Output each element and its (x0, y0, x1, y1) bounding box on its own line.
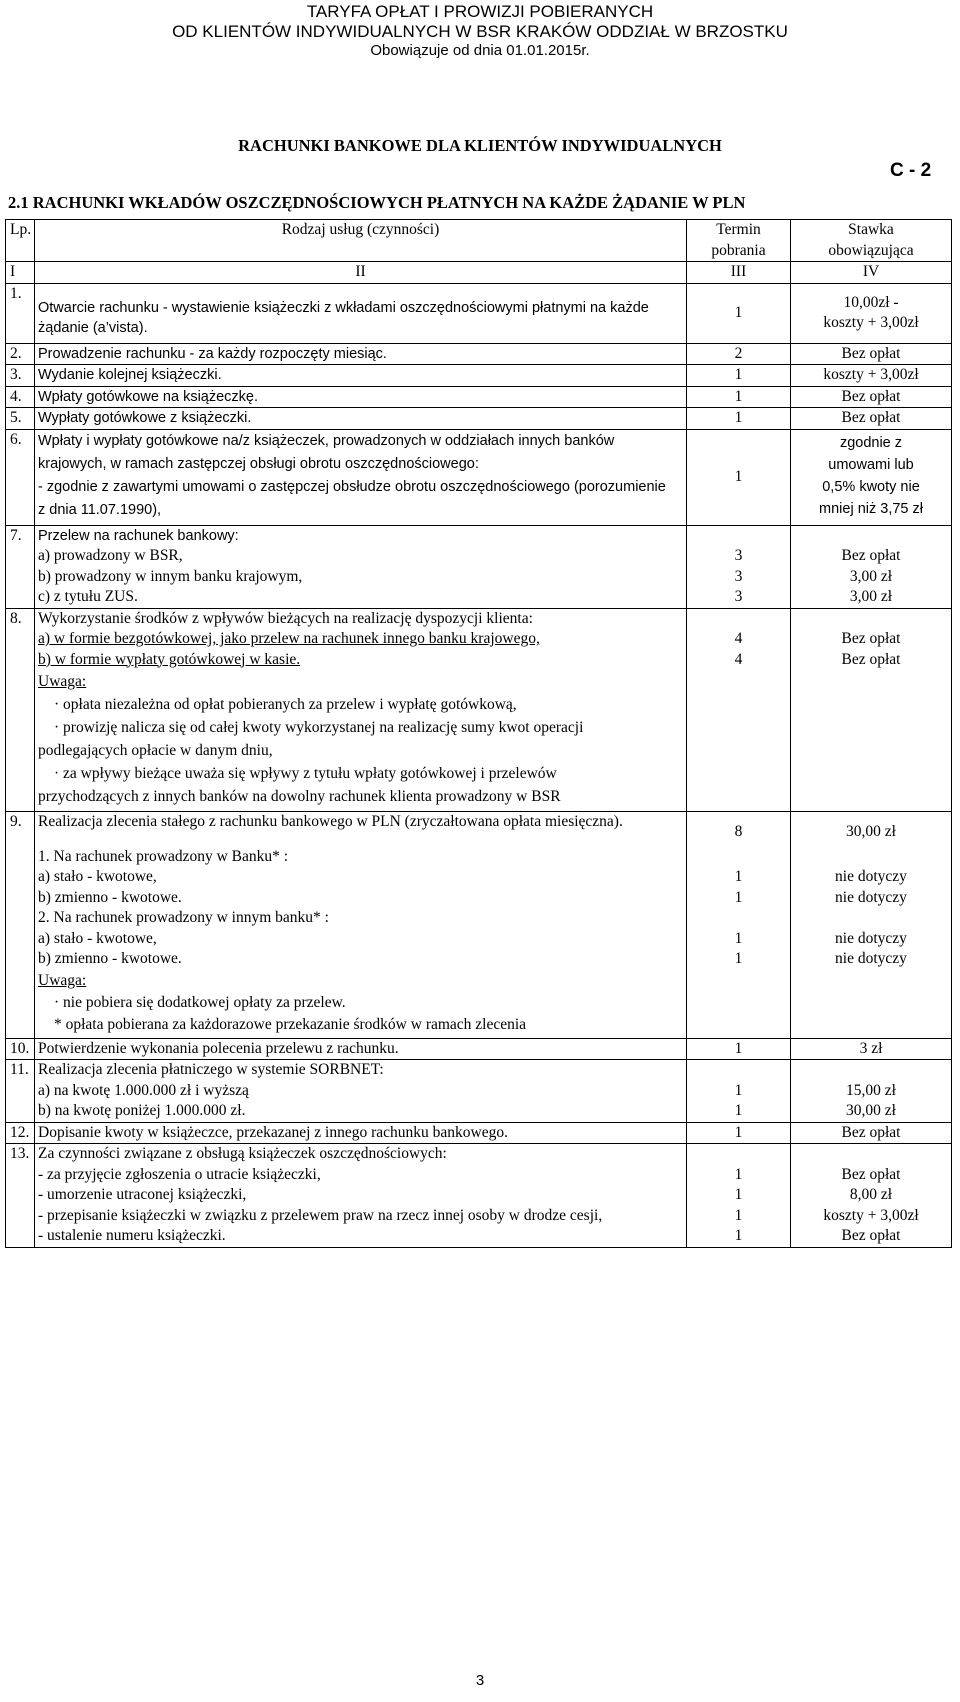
table-subrow (6, 1165, 952, 1186)
row-termin: 1 (687, 1038, 791, 1060)
row-number: 13. (6, 1144, 35, 1165)
row-termin: 1 (687, 1122, 791, 1144)
row-termin: 1 (687, 283, 791, 343)
row-termin: 1 (687, 867, 791, 888)
row-stawka: Bez opłat (791, 1165, 952, 1186)
row-text: b) zmienno - kwotowe. (35, 949, 687, 970)
row-text: a) stało - kwotowe, (35, 867, 687, 888)
row-stawka: 30,00 zł (791, 1101, 952, 1122)
table-subrow (6, 888, 952, 909)
row-text: a) na kwotę 1.000.000 zł i wyższą (35, 1081, 687, 1102)
tariff-title: TARYFA OPŁAT I PROWIZJI POBIERANYCH (306, 2, 654, 21)
header-stawka: Stawka (848, 221, 894, 238)
header-col2: II (35, 262, 687, 284)
row-number: 7. (6, 525, 35, 546)
row-text: Realizacja zlecenia płatniczego w systemie SORBNET: (35, 1060, 687, 1081)
row-text: - za przyjęcie zgłoszenia o utracie książeczki, (35, 1165, 687, 1186)
row-number: 8. (6, 608, 35, 629)
row-termin: 2 (687, 343, 791, 365)
row-termin: 1 (687, 386, 791, 408)
row-stawka: Bez opłat (791, 1122, 952, 1144)
row-text: Wydanie kolejnej książeczki. (35, 365, 687, 387)
row-stawka: zgodnie z (839, 434, 903, 451)
row-termin: 1 (687, 1081, 791, 1102)
row-stawka: nie dotyczy (791, 949, 952, 970)
row-text: Przelew na rachunek bankowy: (35, 525, 687, 546)
note-item: * opłata pobierana za każdorazowe przekazanie środków w ramach zlecenia (54, 1015, 527, 1033)
row-termin: 1 (687, 408, 791, 430)
row-stawka: nie dotyczy (791, 888, 952, 909)
row-number: 11. (6, 1060, 35, 1081)
table-subrow (6, 1206, 952, 1227)
row-text: 2. Na rachunek prowadzony w innym banku* : (35, 908, 687, 929)
table-row (6, 365, 952, 387)
table-row (6, 1038, 952, 1060)
row-termin: 3 (687, 587, 791, 608)
row-stawka: mniej niż 3,75 zł (819, 500, 923, 517)
row-text: Realizacja zlecenia stałego z rachunku bankowego w PLN (zryczałtowana opłata miesięczna). (35, 812, 687, 847)
table-subrow (6, 1081, 952, 1102)
table-subrow (6, 1101, 952, 1122)
row-termin: 1 (687, 429, 791, 525)
table-subrow (6, 1226, 952, 1247)
row-text: Wypłaty gotówkowe z książeczki. (35, 408, 687, 430)
row-termin: 1 (687, 1101, 791, 1122)
row-text: Wpłaty i wypłaty gotówkowe na/z książeczek, prowadzonych w oddziałach innych banków (38, 432, 615, 449)
table-row (6, 283, 952, 343)
row-number: 9. (6, 812, 35, 847)
row-stawka: 10,00zł - (843, 293, 899, 311)
row-text: b) zmienno - kwotowe. (35, 888, 687, 909)
tariff-table (5, 219, 952, 1248)
row-termin: 1 (687, 1165, 791, 1186)
row-text: - przepisanie książeczki w związku z przelewem praw na rzecz innej osoby w drodze cesji, (35, 1206, 687, 1227)
row-text: z dnia 11.07.1990), (38, 501, 162, 518)
row-text: c) z tytułu ZUS. (35, 587, 687, 608)
header-obowiazujaca: obowiązująca (828, 241, 914, 259)
table-row (6, 429, 952, 525)
note-heading: Uwaga: (38, 673, 87, 690)
row-number: 2. (6, 343, 35, 365)
table-subrow (6, 847, 952, 868)
row-number: 1. (6, 283, 35, 343)
row-termin: 3 (687, 567, 791, 588)
tariff-subtitle: OD KLIENTÓW INDYWIDUALNYCH W BSR KRAKÓW ODDZIAŁ W BRZOSTKU (172, 22, 788, 41)
table-roman-row (6, 262, 952, 284)
table-row (6, 608, 952, 629)
row-stawka: Bez opłat (791, 629, 952, 650)
header-col4: IV (791, 262, 952, 284)
row-stawka: nie dotyczy (791, 867, 952, 888)
table-row (6, 1060, 952, 1081)
row-termin: 1 (687, 1206, 791, 1227)
note-item: przychodzących z innych banków na dowolny rachunek klienta prowadzony w BSR (38, 788, 561, 805)
row-termin: 1 (687, 1185, 791, 1206)
row-number: 5. (6, 408, 35, 430)
row-termin: 1 (687, 365, 791, 387)
note-heading: Uwaga: (38, 971, 87, 989)
row-stawka: koszty + 3,00zł (791, 365, 952, 387)
header-col1: I (6, 262, 35, 284)
table-row (6, 525, 952, 546)
header-lp: Lp. (6, 220, 35, 262)
table-subrow (6, 546, 952, 567)
table-subrow (6, 587, 952, 608)
row-text: żądanie (a’vista). (38, 320, 148, 336)
row-stawka: koszty + 3,00zł (791, 1206, 952, 1227)
row-number: 10. (6, 1038, 35, 1060)
row-text: krajowych, w ramach zastępczej obsługi obrotu oszczędnościowego: (38, 455, 479, 472)
table-subrow (6, 929, 952, 950)
row-text: a) prowadzony w BSR, (35, 546, 687, 567)
table-row (6, 1122, 952, 1144)
row-stawka: Bez opłat (791, 650, 952, 671)
row-text: - umorzenie utraconej książeczki, (35, 1185, 687, 1206)
table-notes (6, 970, 952, 1039)
row-stawka: Bez opłat (791, 1226, 952, 1247)
row-stawka: Bez opłat (791, 343, 952, 365)
row-stawka: nie dotyczy (791, 929, 952, 950)
row-termin: 4 (687, 629, 791, 650)
row-text: - ustalenie numeru książeczki. (35, 1226, 687, 1247)
page-number: 3 (475, 1672, 485, 1689)
row-text: - zgodnie z zawartymi umowami o zastępczej obsłudze obrotu oszczędnościowego (porozumienie (38, 478, 666, 495)
row-number: 12. (6, 1122, 35, 1144)
row-text: b) na kwotę poniżej 1.000.000 zł. (35, 1101, 687, 1122)
row-stawka: Bez opłat (791, 546, 952, 567)
row-stawka: Bez opłat (791, 408, 952, 430)
header-pobrania: pobrania (711, 241, 766, 259)
row-text: b) prowadzony w innym banku krajowym, (35, 567, 687, 588)
table-row (6, 1144, 952, 1165)
row-termin: 1 (687, 1226, 791, 1247)
row-text: Dopisanie kwoty w książeczce, przekazanej z innego rachunku bankowego. (35, 1122, 687, 1144)
row-text: Otwarcie rachunku - wystawienie książeczki z wkładami oszczędnościowymi płatnymi na każde (38, 299, 649, 316)
row-termin: 3 (687, 546, 791, 567)
table-header-row (6, 220, 952, 262)
header-termin: Termin (716, 221, 761, 238)
note-item: · opłata niezależna od opłat pobieranych za przelew i wypłatę gotówkową, (54, 696, 517, 713)
table-subrow (6, 908, 952, 929)
table-subrow (6, 567, 952, 588)
row-text: a) w formie bezgotówkowej, jako przelew na rachunek innego banku krajowego, (35, 629, 687, 650)
row-stawka: 3 zł (791, 1038, 952, 1060)
row-stawka: 15,00 zł (791, 1081, 952, 1102)
table-subrow (6, 867, 952, 888)
row-termin: 8 (687, 812, 791, 847)
row-stawka: Bez opłat (791, 386, 952, 408)
row-termin: 1 (687, 929, 791, 950)
note-item: · nie pobiera się dodatkowej opłaty za przelew. (54, 993, 346, 1011)
row-text: 1. Na rachunek prowadzony w Banku* : (35, 847, 687, 868)
note-item: podlegających opłacie w danym dniu, (38, 742, 273, 759)
header-rodzaj: Rodzaj usług (czynności) (35, 220, 687, 262)
table-row (6, 386, 952, 408)
row-text: Wpłaty gotówkowe na książeczkę. (35, 386, 687, 408)
table-subrow (6, 629, 952, 650)
section-title: 2.1 RACHUNKI WKŁADÓW OSZCZĘDNOŚCIOWYCH PŁATNYCH NA KAŻDE ŻĄDANIE W PLN (8, 193, 746, 212)
table-subrow (6, 949, 952, 970)
effective-date: Obowiązuje od dnia 01.01.2015r. (370, 42, 590, 59)
row-text: Za czynności związane z obsługą książeczek oszczędnościowych: (35, 1144, 687, 1165)
row-termin: 4 (687, 650, 791, 671)
row-stawka: koszty + 3,00zł (823, 314, 919, 331)
table-row (6, 812, 952, 847)
table-notes (6, 670, 952, 812)
note-item: · za wpływy bieżące uważa się wpływy z tytułu wpłaty gotówkowej i przelewów (54, 765, 557, 782)
header-col3: III (687, 262, 791, 284)
row-number: 6. (6, 429, 35, 525)
row-text: Potwierdzenie wykonania polecenia przelewu z rachunku. (35, 1038, 687, 1060)
row-stawka: 3,00 zł (791, 567, 952, 588)
table-subrow (6, 1185, 952, 1206)
table-row (6, 343, 952, 365)
section-code: C - 2 (890, 160, 932, 181)
row-stawka: umowami lub (828, 456, 914, 473)
row-number: 4. (6, 386, 35, 408)
row-stawka: 0,5% kwoty nie (822, 478, 920, 495)
row-stawka: 8,00 zł (791, 1185, 952, 1206)
row-text: Wykorzystanie środków z wpływów bieżących na realizację dyspozycji klienta: (35, 608, 687, 629)
main-title: RACHUNKI BANKOWE DLA KLIENTÓW INDYWIDUALNYCH (238, 136, 722, 155)
row-stawka: 3,00 zł (791, 587, 952, 608)
row-stawka: 30,00 zł (791, 812, 952, 847)
row-number: 3. (6, 365, 35, 387)
row-text: b) w formie wypłaty gotówkowej w kasie. (35, 650, 687, 671)
row-text: a) stało - kwotowe, (35, 929, 687, 950)
table-row (6, 408, 952, 430)
row-termin: 1 (687, 949, 791, 970)
row-text: Prowadzenie rachunku - za każdy rozpoczęty miesiąc. (35, 343, 687, 365)
table-subrow (6, 650, 952, 671)
row-termin: 1 (687, 888, 791, 909)
note-item: · prowizję nalicza się od całej kwoty wykorzystanej na realizację sumy kwot operacji (54, 719, 584, 736)
